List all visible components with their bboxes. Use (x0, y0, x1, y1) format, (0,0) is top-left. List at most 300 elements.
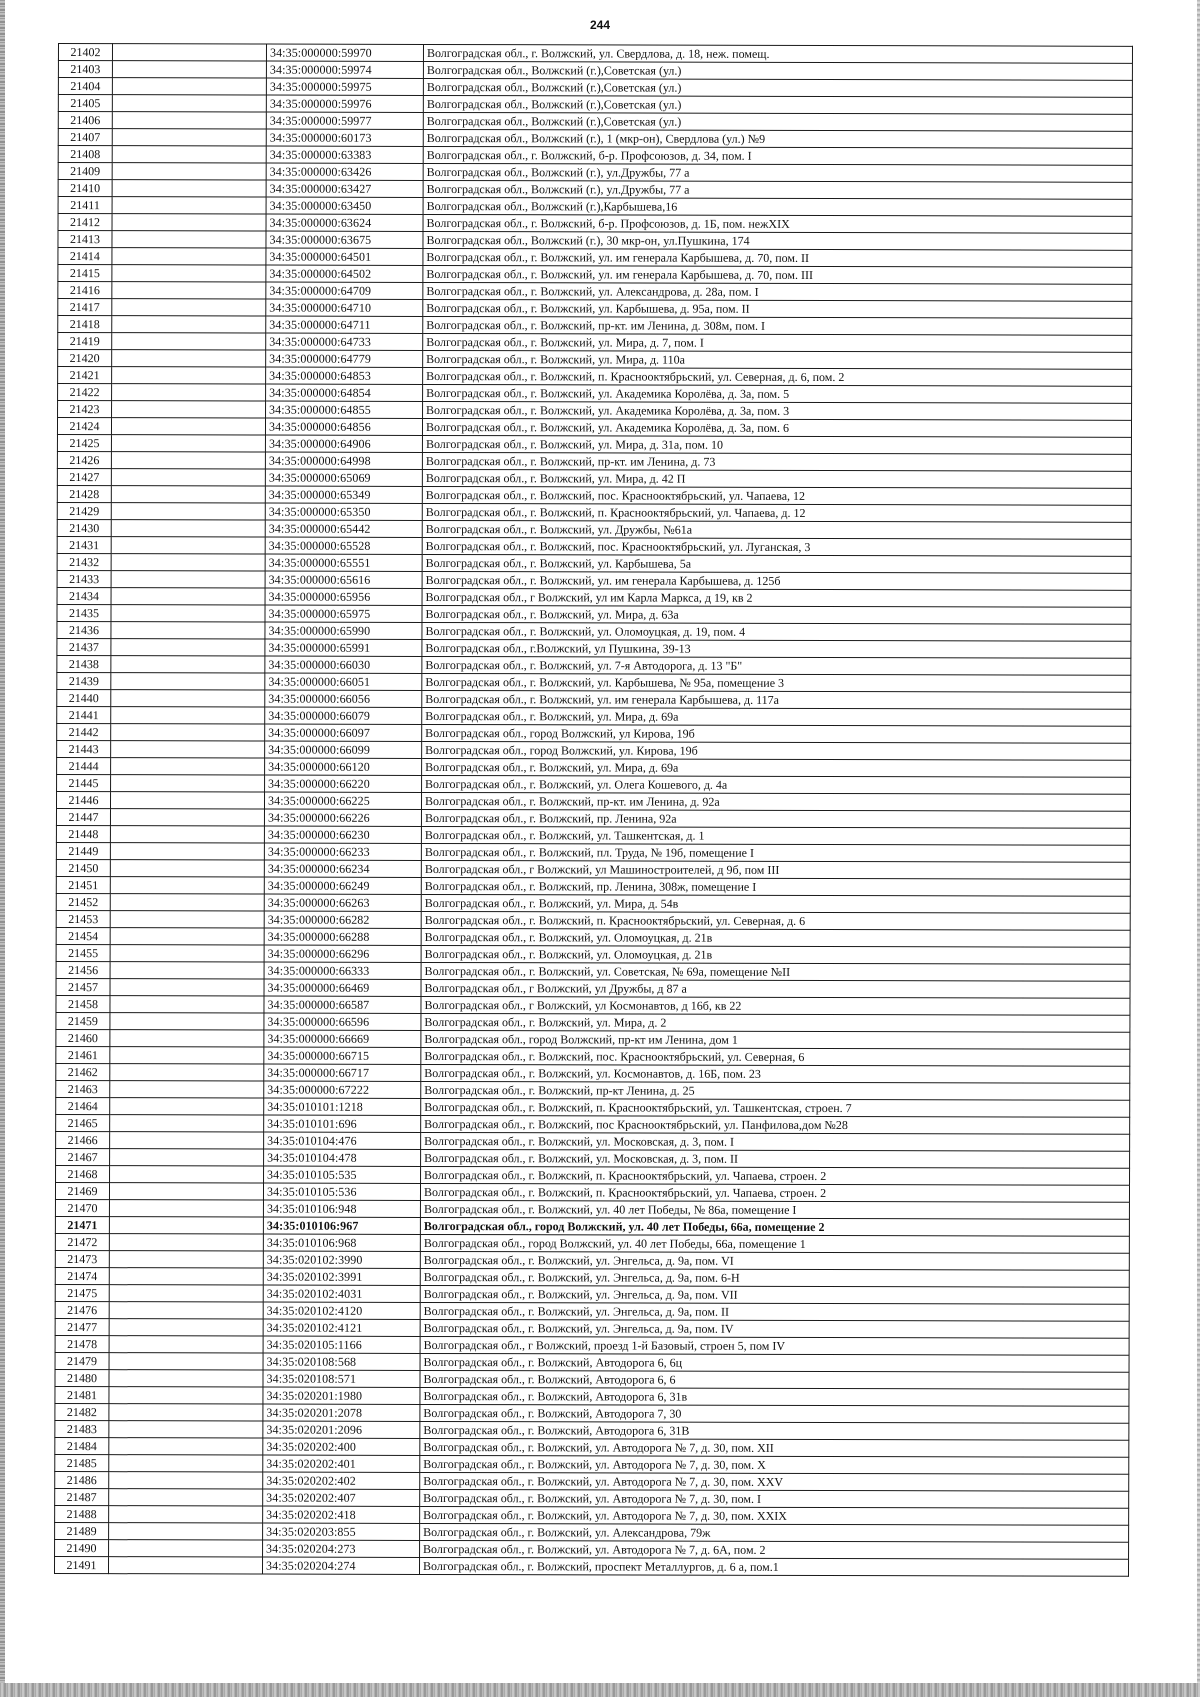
cadastral-number-cell: 34:35:020202:401 (263, 1455, 420, 1472)
address-cell: Волгоградская обл., г. Волжский, ул. Советская, № 69а, помещение №II (421, 962, 1130, 981)
cadastral-number-cell: 34:35:020102:4120 (263, 1302, 420, 1319)
cadastral-number-cell: 34:35:000000:66263 (264, 894, 421, 911)
row-number-cell: 21454 (56, 927, 110, 944)
empty-cell (110, 1081, 264, 1098)
cadastral-number-cell: 34:35:000000:64853 (266, 367, 423, 384)
cadastral-number-cell: 34:35:000000:64501 (266, 248, 423, 265)
address-cell: Волгоградская обл., г. Волжский, ул. Свердлова, д. 18, неж. помещ. (423, 44, 1132, 63)
address-cell: Волгоградская обл., г. Волжский, ул. Карбышева, 5а (422, 554, 1131, 573)
row-number-cell: 21436 (57, 621, 111, 638)
address-cell: Волгоградская обл., город Волжский, ул Кирова, 19б (422, 724, 1131, 743)
row-number-cell: 21475 (55, 1284, 109, 1301)
cadastral-number-cell: 34:35:010106:948 (263, 1200, 420, 1217)
address-cell: Волгоградская обл., Волжский (г.), ул.Дружбы, 77 а (423, 180, 1132, 199)
empty-cell (110, 1013, 264, 1030)
empty-cell (111, 707, 265, 724)
cadastral-number-cell: 34:35:000000:65350 (265, 503, 422, 520)
empty-cell (109, 1353, 263, 1370)
cadastral-number-cell: 34:35:000000:66469 (264, 979, 421, 996)
cadastral-number-cell: 34:35:000000:66097 (265, 724, 422, 741)
cadastral-number-cell: 34:35:000000:66220 (265, 775, 422, 792)
row-number-cell: 21451 (56, 876, 110, 893)
address-cell: Волгоградская обл., г. Волжский, ул. Оломоуцкая, д. 21в (421, 945, 1130, 964)
cadastral-number-cell: 34:35:000000:64906 (265, 435, 422, 452)
row-number-cell: 21469 (55, 1182, 109, 1199)
address-cell: Волгоградская обл., г Волжский, ул им Карла Маркса, д 19, кв 2 (422, 588, 1131, 607)
cadastral-number-cell: 34:35:000000:66249 (264, 877, 421, 894)
cadastral-number-cell: 34:35:000000:66669 (264, 1030, 421, 1047)
cadastral-number-cell: 34:35:020105:1166 (263, 1336, 420, 1353)
cadastral-number-cell: 34:35:000000:66230 (264, 826, 421, 843)
address-cell: Волгоградская обл., г. Волжский, ул. Александрова, д. 28а, пом. I (423, 282, 1132, 301)
row-number-cell: 21426 (57, 451, 111, 468)
row-number-cell: 21422 (58, 384, 112, 401)
empty-cell (109, 1455, 263, 1472)
cadastral-number-cell: 34:35:000000:59977 (266, 112, 423, 129)
address-cell: Волгоградская обл., г. Волжский, ул. Мира, д. 110а (423, 350, 1132, 369)
address-cell: Волгоградская обл., г. Волжский, пр-кт Ленина, д. 25 (421, 1081, 1130, 1100)
address-cell: Волгоградская обл., г. Волжский, ул. Московская, д. 3, пом. II (421, 1149, 1130, 1168)
row-number-cell: 21490 (55, 1539, 109, 1556)
row-number-cell: 21455 (56, 944, 110, 961)
cadastral-number-cell: 34:35:020201:1980 (263, 1387, 420, 1404)
address-cell: Волгоградская обл., г Волжский, ул Космонавтов, д 16б, кв 22 (421, 996, 1130, 1015)
cadastral-number-cell: 34:35:000000:66587 (264, 996, 421, 1013)
cadastral-number-cell: 34:35:010105:535 (264, 1166, 421, 1183)
row-number-cell: 21410 (58, 180, 112, 197)
empty-cell (108, 1557, 262, 1574)
cadastral-number-cell: 34:35:000000:65069 (265, 469, 422, 486)
address-cell: Волгоградская обл., г. Волжский, пос. Краснооктябрьский, ул. Чапаева, 12 (422, 486, 1131, 505)
cadastral-number-cell: 34:35:020202:418 (263, 1506, 420, 1523)
address-cell: Волгоградская обл., г. Волжский, ул. Автодорога № 7, д. 30, пом. XXV (420, 1472, 1129, 1491)
cadastral-number-cell: 34:35:000000:63450 (266, 197, 423, 214)
empty-cell (110, 843, 264, 860)
cadastral-number-cell: 34:35:020102:4121 (263, 1319, 420, 1336)
empty-cell (112, 265, 266, 282)
empty-cell (112, 384, 266, 401)
empty-cell (110, 1030, 264, 1047)
cadastral-number-cell: 34:35:010101:1218 (264, 1098, 421, 1115)
empty-cell (112, 129, 266, 146)
empty-cell (112, 401, 266, 418)
address-cell: Волгоградская обл., город Волжский, ул. 40 лет Победы, 66а, помещение 2 (420, 1217, 1129, 1236)
row-number-cell: 21440 (57, 689, 111, 706)
cadastral-number-cell: 34:35:000000:66596 (264, 1013, 421, 1030)
address-cell: Волгоградская обл., г. Волжский, пл. Труда, № 19б, помещение I (421, 843, 1130, 862)
address-cell: Волгоградская обл., г. Волжский, ул. Академика Королёва, д. 3а, пом. 3 (423, 401, 1132, 420)
empty-cell (109, 1251, 263, 1268)
address-cell: Волгоградская обл., г. Волжский, ул. Энгельса, д. 9а, пом. IV (420, 1319, 1129, 1338)
cadastral-number-cell: 34:35:000000:66079 (265, 707, 422, 724)
empty-cell (109, 1472, 263, 1489)
row-number-cell: 21424 (57, 418, 111, 435)
row-number-cell: 21473 (55, 1250, 109, 1267)
empty-cell (112, 146, 266, 163)
empty-cell (111, 673, 265, 690)
row-number-cell: 21459 (56, 1012, 110, 1029)
cadastral-number-cell: 34:35:000000:65991 (265, 639, 422, 656)
row-number-cell: 21481 (55, 1386, 109, 1403)
address-cell: Волгоградская обл., г. Волжский, ул. Автодорога № 7, д. 30, пом. X (420, 1455, 1129, 1474)
cadastral-number-cell: 34:35:020202:402 (263, 1472, 420, 1489)
row-number-cell: 21441 (57, 706, 111, 723)
empty-cell (112, 112, 266, 129)
cadastral-number-cell: 34:35:000000:66051 (265, 673, 422, 690)
empty-cell (109, 1319, 263, 1336)
address-cell: Волгоградская обл., г. Волжский, ул. Мира, д. 7, пом. I (423, 333, 1132, 352)
address-cell: Волгоградская обл., город Волжский, ул. 40 лет Победы, 66а, помещение 1 (420, 1234, 1129, 1253)
cadastral-number-cell: 34:35:020204:274 (262, 1557, 419, 1574)
row-number-cell: 21416 (58, 282, 112, 299)
address-cell: Волгоградская обл., г. Волжский, ул. Академика Королёва, д. 3а, пом. 6 (422, 418, 1131, 437)
address-cell: Волгоградская обл., г. Волжский, ул. Оломоуцкая, д. 19, пом. 4 (422, 622, 1131, 641)
row-number-cell: 21482 (55, 1403, 109, 1420)
cadastral-number-cell: 34:35:000000:63426 (266, 163, 423, 180)
row-number-cell: 21461 (56, 1046, 110, 1063)
row-number-cell: 21471 (55, 1216, 109, 1233)
cadastral-number-cell: 34:35:010101:696 (264, 1115, 421, 1132)
row-number-cell: 21411 (58, 197, 112, 214)
empty-cell (110, 1098, 264, 1115)
empty-cell (109, 1285, 263, 1302)
empty-cell (110, 979, 264, 996)
row-number-cell: 21478 (55, 1335, 109, 1352)
address-cell: Волгоградская обл., г. Волжский, ул. Космонавтов, д. 16Б, пом. 23 (421, 1064, 1130, 1083)
empty-cell (110, 1166, 264, 1183)
cadastral-number-cell: 34:35:020203:855 (263, 1523, 420, 1540)
cadastral-number-cell: 34:35:020102:4031 (263, 1285, 420, 1302)
address-cell: Волгоградская обл., г. Волжский, проспект Металлургов, д. 6 а, пом.1 (419, 1557, 1128, 1576)
address-cell: Волгоградская обл., г.Волжский, ул Пушкина, 39-13 (422, 639, 1131, 658)
empty-cell (110, 860, 264, 877)
empty-cell (109, 1489, 263, 1506)
empty-cell (112, 299, 266, 316)
cadastral-number-cell: 34:35:020202:400 (263, 1438, 420, 1455)
address-cell: Волгоградская обл., г. Волжский, ул. Автодорога № 7, д. 30, пом. XII (420, 1438, 1129, 1457)
empty-cell (112, 78, 266, 95)
address-cell: Волгоградская обл., г. Волжский, п. Краснооктябрьский, ул. Чапаева, д. 12 (422, 503, 1131, 522)
cadastral-number-cell: 34:35:020204:273 (263, 1540, 420, 1557)
empty-cell (111, 690, 265, 707)
cadastral-number-cell: 34:35:010104:478 (264, 1149, 421, 1166)
scan-edge-left (0, 0, 5, 1697)
cadastral-number-cell: 34:35:000000:64998 (265, 452, 422, 469)
address-cell: Волгоградская обл., г. Волжский, ул. им генерала Карбышева, д. 70, пом. III (423, 265, 1132, 284)
empty-cell (111, 656, 265, 673)
cadastral-number-cell: 34:35:000000:66296 (264, 945, 421, 962)
cadastral-number-cell: 34:35:000000:65975 (265, 605, 422, 622)
cadastral-number-cell: 34:35:020108:568 (263, 1353, 420, 1370)
address-cell: Волгоградская обл., г. Волжский, ул. им генерала Карбышева, д. 125б (422, 571, 1131, 590)
row-number-cell: 21488 (55, 1505, 109, 1522)
row-number-cell: 21405 (58, 95, 112, 112)
address-cell: Волгоградская обл., Волжский (г.), 1 (мкр-он), Свердлова (ул.) №9 (423, 129, 1132, 148)
empty-cell (111, 622, 265, 639)
empty-cell (109, 1183, 263, 1200)
empty-cell (112, 61, 266, 78)
row-number-cell: 21403 (58, 61, 112, 78)
row-number-cell: 21447 (56, 808, 110, 825)
empty-cell (111, 605, 265, 622)
address-cell: Волгоградская обл., г. Волжский, пр-кт. им Ленина, д. 92а (421, 792, 1130, 811)
empty-cell (111, 758, 265, 775)
empty-cell (112, 248, 266, 265)
address-cell: Волгоградская обл., г. Волжский, Автодорога 6, 6ц (420, 1353, 1129, 1372)
address-cell: Волгоградская обл., г. Волжский, ул. Мира, д. 2 (421, 1013, 1130, 1032)
address-cell: Волгоградская обл., г. Волжский, пос Краснооктябрьский, ул. Панфилова,дом №28 (421, 1115, 1130, 1134)
empty-cell (110, 996, 264, 1013)
address-cell: Волгоградская обл., г. Волжский, ул. Мира, д. 54в (421, 894, 1130, 913)
address-cell: Волгоградская обл., г. Волжский, ул. Мира, д. 69а (422, 707, 1131, 726)
empty-cell (109, 1200, 263, 1217)
cadastral-number-cell: 34:35:000000:65442 (265, 520, 422, 537)
address-cell: Волгоградская обл., г. Волжский, п. Краснооктябрьский, ул. Северная, д. 6, пом. 2 (423, 367, 1132, 386)
registry-table (54, 43, 1133, 1577)
address-cell: Волгоградская обл., г. Волжский, ул. Карбышева, № 95а, помещение 3 (422, 673, 1131, 692)
cadastral-number-cell: 34:35:000000:64855 (266, 401, 423, 418)
row-number-cell: 21420 (58, 350, 112, 367)
address-cell: Волгоградская обл., г. Волжский, ул. Мира, д. 69а (422, 758, 1131, 777)
row-number-cell: 21486 (55, 1471, 109, 1488)
address-cell: Волгоградская обл., г. Волжский, п. Краснооктябрьский, ул. Чапаева, строен. 2 (421, 1166, 1130, 1185)
cadastral-number-cell: 34:35:000000:63427 (266, 180, 423, 197)
address-cell: Волгоградская обл., г. Волжский, пос. Краснооктябрьский, ул. Северная, 6 (421, 1047, 1130, 1066)
row-number-cell: 21456 (56, 961, 110, 978)
address-cell: Волгоградская обл., г Волжский, проезд 1-й Базовый, строен 5, пом IV (420, 1336, 1129, 1355)
empty-cell (112, 367, 266, 384)
table-row (54, 1556, 1128, 1576)
row-number-cell: 21464 (56, 1097, 110, 1114)
empty-cell (110, 792, 264, 809)
row-number-cell: 21444 (57, 757, 111, 774)
address-cell: Волгоградская обл., г. Волжский, ул. Мира, д. 31а, пом. 10 (422, 435, 1131, 454)
row-number-cell: 21432 (57, 553, 111, 570)
row-number-cell: 21450 (56, 859, 110, 876)
empty-cell (109, 1523, 263, 1540)
empty-cell (111, 520, 265, 537)
cadastral-number-cell: 34:35:000000:65551 (265, 554, 422, 571)
address-cell: Волгоградская обл., Волжский (г.), 30 мкр-он, ул.Пушкина, 174 (423, 231, 1132, 250)
address-cell: Волгоградская обл., г. Волжский, пр. Ленина, 92а (421, 809, 1130, 828)
cadastral-number-cell: 34:35:000000:59976 (266, 95, 423, 112)
cadastral-number-cell: 34:35:000000:59975 (266, 78, 423, 95)
cadastral-number-cell: 34:35:000000:66282 (264, 911, 421, 928)
cadastral-number-cell: 34:35:000000:66099 (265, 741, 422, 758)
row-number-cell: 21404 (58, 78, 112, 95)
cadastral-number-cell: 34:35:000000:66717 (264, 1064, 421, 1081)
address-cell: Волгоградская обл., г. Волжский, ул. Энгельса, д. 9а, пом. II (420, 1302, 1129, 1321)
empty-cell (111, 554, 265, 571)
empty-cell (111, 571, 265, 588)
empty-cell (111, 639, 265, 656)
row-number-cell: 21425 (57, 434, 111, 451)
cadastral-number-cell: 34:35:000000:63383 (266, 146, 423, 163)
address-cell: Волгоградская обл., г. Волжский, пр-кт. им Ленина, д. 308м, пом. I (423, 316, 1132, 335)
address-cell: Волгоградская обл., г. Волжский, п. Краснооктябрьский, ул. Чапаева, строен. 2 (420, 1183, 1129, 1202)
empty-cell (111, 588, 265, 605)
empty-cell (111, 741, 265, 758)
row-number-cell: 21437 (57, 638, 111, 655)
empty-cell (111, 486, 265, 503)
empty-cell (112, 214, 266, 231)
row-number-cell: 21463 (56, 1080, 110, 1097)
row-number-cell: 21442 (57, 723, 111, 740)
address-cell: Волгоградская обл., г. Волжский, ул. им генерала Карбышева, д. 117а (422, 690, 1131, 709)
address-cell: Волгоградская обл., г. Волжский, Автодорога 6, 6 (420, 1370, 1129, 1389)
cadastral-number-cell: 34:35:000000:65956 (265, 588, 422, 605)
address-cell: Волгоградская обл., г. Волжский, пр. Ленина, 308ж, помещение I (421, 877, 1130, 896)
empty-cell (109, 1404, 263, 1421)
row-number-cell: 21452 (56, 893, 110, 910)
row-number-cell: 21409 (58, 163, 112, 180)
cadastral-number-cell: 34:35:000000:64854 (266, 384, 423, 401)
address-cell: Волгоградская обл., г. Волжский, п. Краснооктябрьский, ул. Ташкентская, строен. 7 (421, 1098, 1130, 1117)
cadastral-number-cell: 34:35:000000:64710 (266, 299, 423, 316)
address-cell: Волгоградская обл., г. Волжский, Автодорога 7, 30 (420, 1404, 1129, 1423)
empty-cell (110, 1115, 264, 1132)
row-number-cell: 21462 (56, 1063, 110, 1080)
address-cell: Волгоградская обл., г. Волжский, ул. Ташкентская, д. 1 (421, 826, 1130, 845)
row-number-cell: 21415 (58, 265, 112, 282)
row-number-cell: 21474 (55, 1267, 109, 1284)
row-number-cell: 21438 (57, 655, 111, 672)
empty-cell (110, 1149, 264, 1166)
address-cell: Волгоградская обл., г. Волжский, ул. 40 лет Победы, № 86а, помещение I (420, 1200, 1129, 1219)
empty-cell (111, 724, 265, 741)
row-number-cell: 21468 (56, 1165, 110, 1182)
empty-cell (109, 1268, 263, 1285)
address-cell: Волгоградская обл., г. Волжский, ул. Академика Королёва, д. 3а, пом. 5 (423, 384, 1132, 403)
registry-table-body (54, 44, 1132, 1577)
row-number-cell: 21407 (58, 129, 112, 146)
row-number-cell: 21472 (55, 1233, 109, 1250)
row-number-cell: 21476 (55, 1301, 109, 1318)
address-cell: Волгоградская обл., г. Волжский, ул. Автодорога № 7, д. 30, пом. XXIX (420, 1506, 1129, 1525)
cadastral-number-cell: 34:35:000000:66120 (265, 758, 422, 775)
address-cell: Волгоградская обл., г Волжский, ул Машиностроителей, д 9б, пом III (421, 860, 1130, 879)
cadastral-number-cell: 34:35:000000:63624 (266, 214, 423, 231)
cadastral-number-cell: 34:35:000000:64709 (266, 282, 423, 299)
empty-cell (110, 809, 264, 826)
empty-cell (112, 180, 266, 197)
cadastral-number-cell: 34:35:000000:64711 (266, 316, 423, 333)
cadastral-number-cell: 34:35:020102:3990 (263, 1251, 420, 1268)
row-number-cell: 21465 (56, 1114, 110, 1131)
empty-cell (112, 163, 266, 180)
empty-cell (112, 231, 266, 248)
empty-cell (111, 775, 265, 792)
cadastral-number-cell: 34:35:010104:476 (264, 1132, 421, 1149)
row-number-cell: 21413 (58, 231, 112, 248)
scan-edge-bottom (0, 1683, 1200, 1697)
row-number-cell: 21445 (57, 774, 111, 791)
empty-cell (112, 333, 266, 350)
address-cell: Волгоградская обл., г. Волжский, ул. Энгельса, д. 9а, пом. VII (420, 1285, 1129, 1304)
row-number-cell: 21402 (58, 44, 112, 61)
address-cell: Волгоградская обл., г. Волжский, Автодорога 6, 31в (420, 1387, 1129, 1406)
row-number-cell: 21470 (55, 1199, 109, 1216)
row-number-cell: 21430 (57, 519, 111, 536)
cadastral-number-cell: 34:35:000000:60173 (266, 129, 423, 146)
cadastral-number-cell: 34:35:000000:67222 (264, 1081, 421, 1098)
row-number-cell: 21477 (55, 1318, 109, 1335)
cadastral-number-cell: 34:35:020108:571 (263, 1370, 420, 1387)
row-number-cell: 21479 (55, 1352, 109, 1369)
cadastral-number-cell: 34:35:000000:65990 (265, 622, 422, 639)
cadastral-number-cell: 34:35:000000:64779 (266, 350, 423, 367)
cadastral-number-cell: 34:35:000000:66233 (264, 843, 421, 860)
row-number-cell: 21483 (55, 1420, 109, 1437)
row-number-cell: 21423 (58, 401, 112, 418)
cadastral-number-cell: 34:35:000000:65616 (265, 571, 422, 588)
empty-cell (110, 1064, 264, 1081)
address-cell: Волгоградская обл., г. Волжский, ул. Дружбы, №61а (422, 520, 1131, 539)
empty-cell (112, 316, 266, 333)
empty-cell (111, 435, 265, 452)
cadastral-number-cell: 34:35:000000:66225 (264, 792, 421, 809)
cadastral-number-cell: 34:35:000000:63675 (266, 231, 423, 248)
cadastral-number-cell: 34:35:000000:64733 (266, 333, 423, 350)
row-number-cell: 21434 (57, 587, 111, 604)
address-cell: Волгоградская обл., Волжский (г.), ул.Дружбы, 77 а (423, 163, 1132, 182)
empty-cell (109, 1370, 263, 1387)
cadastral-number-cell: 34:35:000000:65349 (265, 486, 422, 503)
cadastral-number-cell: 34:35:010105:536 (263, 1183, 420, 1200)
address-cell: Волгоградская обл., г. Волжский, ул. Московская, д. 3, пом. I (421, 1132, 1130, 1151)
address-cell: Волгоградская обл., г. Волжский, ул. им генерала Карбышева, д. 70, пом. II (423, 248, 1132, 267)
empty-cell (109, 1421, 263, 1438)
address-cell: Волгоградская обл., г. Волжский, пос. Краснооктябрьский, ул. Луганская, 3 (422, 537, 1131, 556)
cadastral-number-cell: 34:35:010106:967 (263, 1217, 420, 1234)
row-number-cell: 21435 (57, 604, 111, 621)
row-number-cell: 21458 (56, 995, 110, 1012)
cadastral-number-cell: 34:35:000000:65528 (265, 537, 422, 554)
row-number-cell: 21460 (56, 1029, 110, 1046)
row-number-cell: 21417 (58, 299, 112, 316)
row-number-cell: 21485 (55, 1454, 109, 1471)
cadastral-number-cell: 34:35:000000:66333 (264, 962, 421, 979)
row-number-cell: 21453 (56, 910, 110, 927)
address-cell: Волгоградская обл., г. Волжский, Автодорога 6, 31В (420, 1421, 1129, 1440)
row-number-cell: 21431 (57, 536, 111, 553)
empty-cell (110, 1132, 264, 1149)
empty-cell (110, 877, 264, 894)
row-number-cell: 21489 (55, 1522, 109, 1539)
address-cell: Волгоградская обл., г. Волжский, ул. Автодорога № 7, д. 6А, пом. 2 (420, 1540, 1129, 1559)
address-cell: Волгоградская обл., Волжский (г.),Советская (ул.) (423, 95, 1132, 114)
address-cell: Волгоградская обл., Волжский (г.),Советская (ул.) (423, 61, 1132, 80)
row-number-cell: 21427 (57, 468, 111, 485)
row-number-cell: 21466 (56, 1131, 110, 1148)
empty-cell (109, 1506, 263, 1523)
row-number-cell: 21446 (56, 791, 110, 808)
address-cell: Волгоградская обл., Волжский (г.),Карбышева,16 (423, 197, 1132, 216)
empty-cell (112, 350, 266, 367)
address-cell: Волгоградская обл., г. Волжский, б-р. Профсоюзов, д. 1Б, пом. нежXIX (423, 214, 1132, 233)
empty-cell (111, 469, 265, 486)
cadastral-number-cell: 34:35:010106:968 (263, 1234, 420, 1251)
row-number-cell: 21418 (58, 316, 112, 333)
address-cell: Волгоградская обл., город Волжский, пр-кт им Ленина, дом 1 (421, 1030, 1130, 1049)
empty-cell (111, 452, 265, 469)
cadastral-number-cell: 34:35:000000:66288 (264, 928, 421, 945)
empty-cell (110, 911, 264, 928)
address-cell: Волгоградская обл., г. Волжский, ул. Оломоуцкая, д. 21в (421, 928, 1130, 947)
address-cell: Волгоградская обл., г. Волжский, пр-кт. им Ленина, д. 73 (422, 452, 1131, 471)
empty-cell (111, 503, 265, 520)
row-number-cell: 21480 (55, 1369, 109, 1386)
